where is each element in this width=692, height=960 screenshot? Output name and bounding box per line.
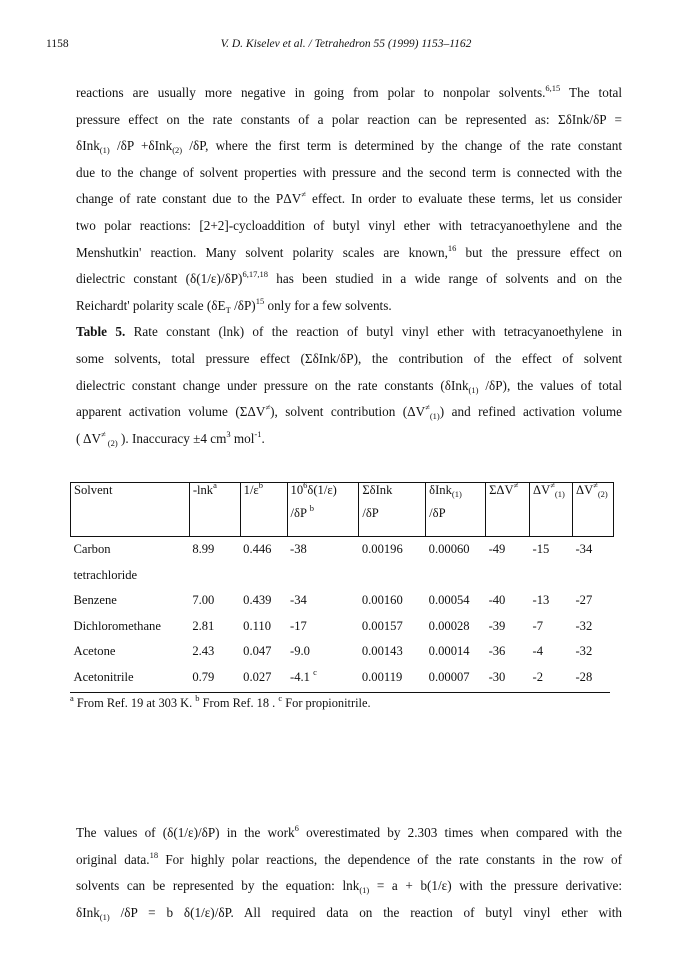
text-line: Reichardt' polarity scale ($\delta E_T$ /δP)$^{15}$ only for a few solvents.	[76, 295, 392, 315]
col-header-deps-unit: /δP $^b$	[287, 506, 359, 537]
text-line: solvents can be represented by the equation: lnk$_{(1)}$ = a + b(1/ε) with the pressure derivative:	[76, 878, 622, 896]
col-header-dv2: $\Delta V^\ne_{(2)}$	[572, 483, 613, 507]
table-caption-line: dielectric constant change under pressure on the rate constants (δInk$_{(1)}$ /δP), the values of total	[76, 377, 622, 395]
col-header-dlnk1: δInk$_{(1)}$	[426, 483, 486, 507]
col-header-dlnk1-unit: /δP	[426, 506, 486, 537]
table-row: Carbon 8.99 0.446 -38 0.00196 0.00060 -49 -15 -34	[73, 542, 593, 556]
col-header-solvent: Solvent	[71, 483, 190, 507]
col-header-inv-eps: $1/\varepsilon^b$	[240, 483, 287, 507]
table-caption-line: Table 5. Rate constant (lnk) of the reaction of butyl vinyl ether with tetracyanoethylene in	[76, 324, 623, 340]
table-row: Acetone 2.43 0.047 -9.0 0.00143 0.00014 -36 -4 -32	[73, 644, 593, 658]
col-header-dv1: $\Delta V^\ne_{(1)}$	[530, 483, 573, 507]
table-row: Dichloromethane 2.81 0.110 -17 0.00157 0.00028 -39 -7 -32	[73, 618, 593, 633]
table-row-continuation: tetrachloride	[73, 567, 138, 582]
table-header-row	[71, 483, 614, 507]
text-line: original data.$^{18}$ For highly polar reactions, the dependence of the rate constants in the row of	[76, 849, 622, 867]
text-line: The values of (δ(1/ε)/δP) in the work$^6$ overestimated by 2.303 times when compared with the	[76, 823, 622, 840]
text-line: two polar reactions: [2+2]-cycloaddition of butyl vinyl ether with tetracyanoethylene and the	[76, 217, 622, 233]
text-line: δInk$_{(1)}$ /δP +δInk$_{(2)}$ /δP, where the first term is determined by the change of the rate constant	[76, 138, 623, 156]
text-line: change of rate constant due to the PΔV≠ effect. In order to evaluate these terms, let us consider	[76, 189, 622, 207]
col-header-sum-dv: ΣΔV≠	[486, 483, 530, 507]
table-row: Benzene 7.00 0.439 -34 0.00160 0.00054 -40 -13 -27	[73, 593, 593, 607]
table-row: Acetonitrile 0.79 0.027 -4.1 $^c$ 0.00119 0.00007 -30 -2 -28	[73, 666, 593, 684]
data-table-container	[70, 482, 614, 711]
col-header-sum-dlnk: ΣδInk	[359, 483, 426, 507]
data-table	[70, 482, 614, 690]
table-caption-line: ( ΔV≠ $_{(2)}$ ). Inaccuracy ±4 $cm^3$ mol$^{-1}$.	[76, 428, 265, 448]
text-line: dielectric constant $(\delta(1/\varepsilon)/\delta P)^{6,17,18}$ has been studied in a wide range of solvents and on the	[76, 269, 622, 287]
page-header	[46, 38, 646, 54]
running-title: V. D. Kiselev et al. / Tetrahedron 55 (1999) 1153–1162	[220, 38, 472, 50]
text-line: reactions are usually more negative in going from polar to nonpolar solvents.$^{6,15}$ The total	[76, 83, 622, 100]
text-line: Menshutkin' reaction. Many solvent polarity scales are known,$^{16}$ but the pressure effect on	[76, 242, 622, 260]
text-line: due to the change of solvent properties with pressure and the second term is connected with the	[76, 164, 622, 180]
table-caption-line: apparent activation volume (ΣΔV≠), solvent contribution $(\Delta V^\ne_{(1)})$ and refined activation volume	[76, 402, 622, 422]
table-footnote: $^a$ From Ref. 19 at 303 K. $^b$ From Ref. 18 . $^c$ For propionitrile.	[70, 692, 610, 711]
table-header-row-2	[71, 506, 614, 537]
page-number: 1158	[46, 38, 69, 50]
text-line: δInk$_{(1)}$ /δP = b δ(1/ε)/δP. All required data on the reaction of butyl vinyl ether with	[76, 904, 622, 922]
body-paragraph-1	[76, 80, 622, 452]
body-paragraph-2	[76, 820, 622, 926]
table-label: Table 5.	[76, 324, 126, 340]
col-header-lnk: -lnk$^a$	[189, 483, 240, 507]
table-caption-line: some solvents, total pressure effect (ΣδInk/δP), the contribution of the effect of solvent	[76, 350, 622, 366]
text-line: pressure effect on the rate constants of a polar reaction can be represented as: ΣδInk/δP =	[76, 111, 622, 127]
col-header-sum-dlnk-unit: /δP	[359, 506, 426, 537]
col-header-deps: $10^6\delta(1/\varepsilon)$	[287, 483, 359, 507]
